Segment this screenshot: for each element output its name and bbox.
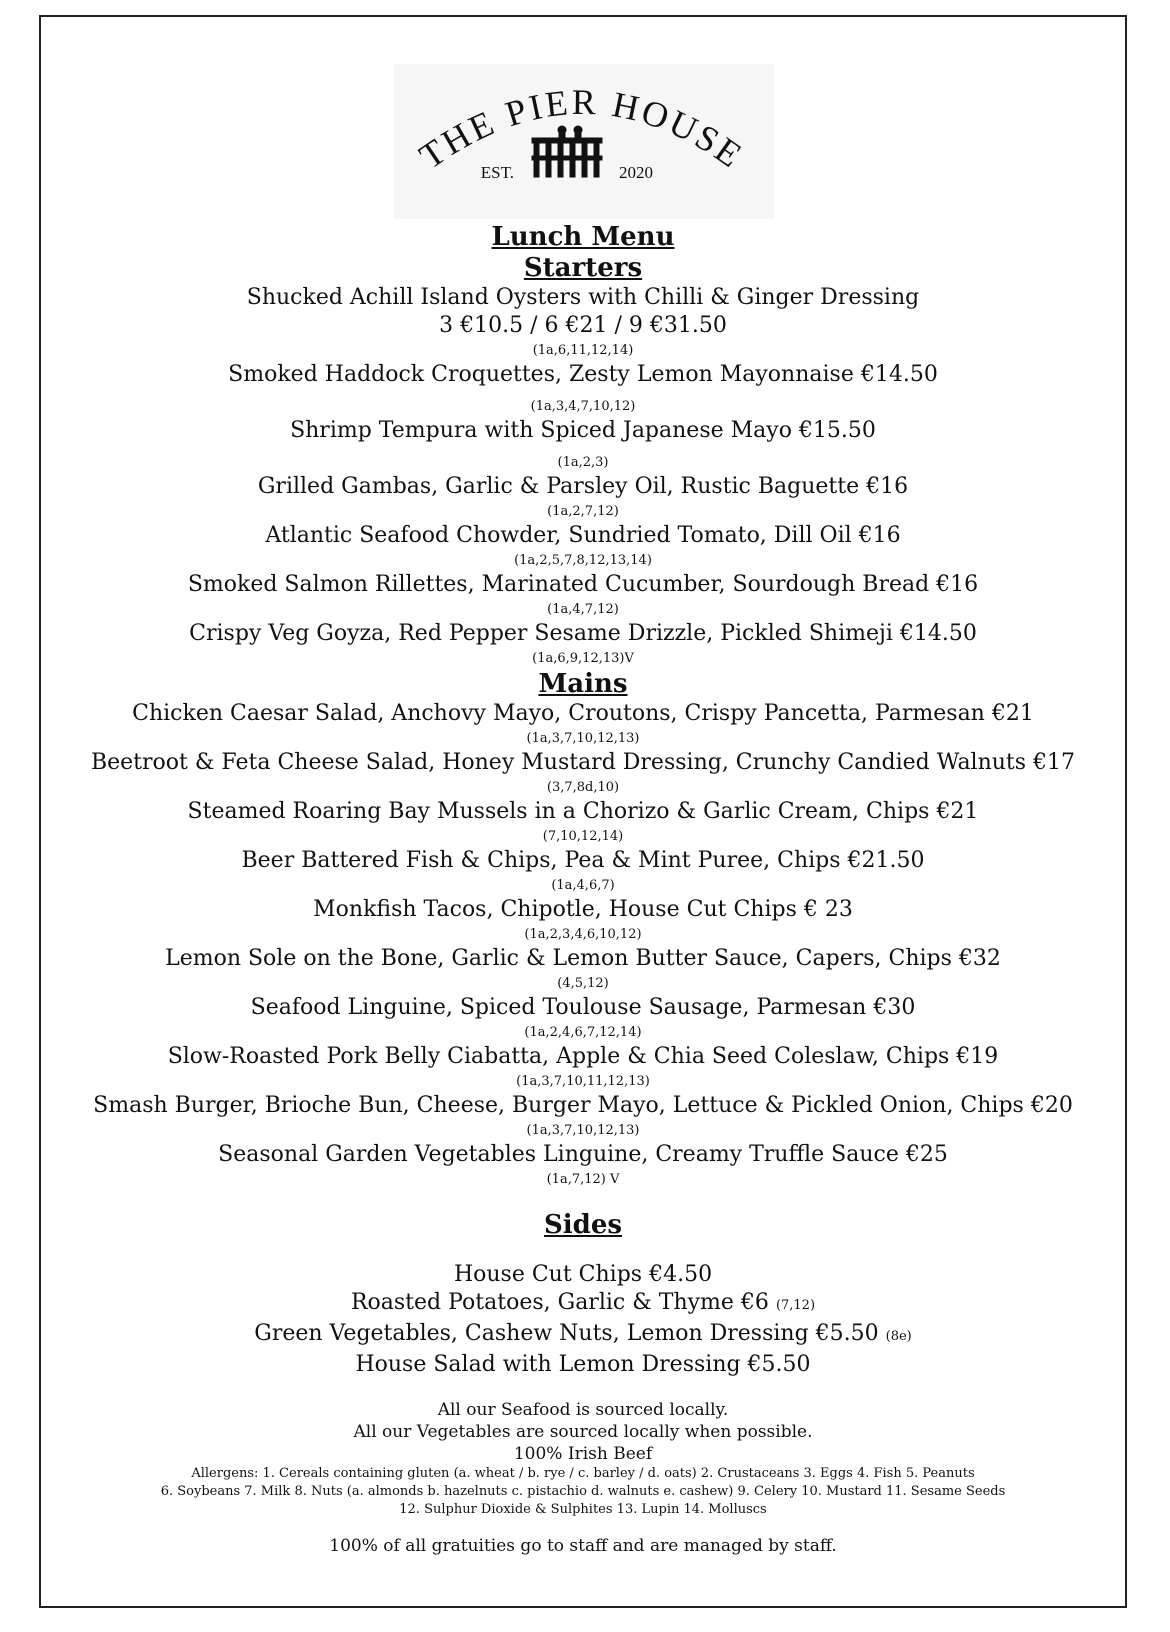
menu-item: Grilled Gambas, Garlic & Parsley Oil, Rustic Baguette €16 <box>257 474 909 499</box>
allergen-codes: (4,5,12) <box>557 976 609 991</box>
menu-item: Crispy Veg Goyza, Red Pepper Sesame Drizzle, Pickled Shimeji €14.50 <box>189 621 977 646</box>
side-item-name: Roasted Potatoes, Garlic & Thyme €6 <box>350 1290 769 1315</box>
menu-item: Slow-Roasted Pork Belly Ciabatta, Apple & Chia Seed Coleslaw, Chips €19 <box>167 1044 999 1069</box>
allergen-codes: (1a,3,7,10,12,13) <box>526 731 640 746</box>
allergen-codes: (1a,3,4,7,10,12) <box>530 399 636 414</box>
gratuity-note: 100% of all gratuities go to staff and are managed by staff. <box>329 1536 837 1556</box>
menu-item: Smash Burger, Brioche Bun, Cheese, Burger Mayo, Lettuce & Pickled Onion, Chips €20 <box>93 1093 1073 1118</box>
allergen-legend: Allergens: 1. Cereals containing gluten (a. wheat / b. rye / c. barley / d. oats) 2. Crustaceans 3. Eggs 4. Fish 5. Peanuts <box>191 1466 975 1481</box>
menu-content <box>39 222 1127 1557</box>
side-item <box>39 1261 1127 1289</box>
allergen-codes: (1a,4,7,12) <box>547 602 619 617</box>
allergen-codes: (1a,6,9,12,13)V <box>532 651 634 666</box>
menu-item: Smoked Haddock Croquettes, Zesty Lemon Mayonnaise €14.50 <box>228 362 938 387</box>
allergen-codes: (1a,2,3) <box>557 455 609 470</box>
allergen-codes: (1a,2,4,6,7,12,14) <box>524 1025 642 1040</box>
side-item-name: Green Vegetables, Cashew Nuts, Lemon Dressing €5.50 <box>254 1321 879 1346</box>
allergen-codes: (8e) <box>885 1329 912 1344</box>
allergen-codes: (3,7,8d,10) <box>546 780 620 795</box>
mains-heading: Mains <box>538 669 628 699</box>
sourcing-note: All our Seafood is sourced locally. <box>437 1400 729 1420</box>
allergen-codes: (7,10,12,14) <box>542 829 624 844</box>
side-item-name: House Cut Chips €4.50 <box>453 1262 713 1287</box>
allergen-codes: (7,12) <box>775 1298 816 1313</box>
logo-year: 2020 <box>619 163 653 182</box>
menu-item-price: 3 €10.5 / 6 €21 / 9 €31.50 <box>439 313 727 338</box>
allergen-codes: (1a,3,7,10,12,13) <box>526 1123 640 1138</box>
menu-item: Chicken Caesar Salad, Anchovy Mayo, Croutons, Crispy Pancetta, Parmesan €21 <box>132 701 1034 726</box>
allergen-codes: (1a,2,5,7,8,12,13,14) <box>514 553 652 568</box>
allergen-codes: (1a,4,6,7) <box>551 878 615 893</box>
starters-heading: Starters <box>523 253 643 283</box>
side-item <box>39 1351 1127 1379</box>
allergen-codes: (1a,7,12) V <box>546 1172 620 1187</box>
allergen-codes: (1a,6,11,12,14) <box>532 343 634 358</box>
allergen-codes: (1a,2,3,4,6,10,12) <box>524 927 642 942</box>
allergen-codes: (1a,3,7,10,11,12,13) <box>516 1074 650 1089</box>
menu-item: Shucked Achill Island Oysters with Chilli & Ginger Dressing <box>246 285 920 310</box>
menu-item: Beetroot & Feta Cheese Salad, Honey Mustard Dressing, Crunchy Candied Walnuts €17 <box>90 750 1076 775</box>
side-item <box>39 1320 1127 1351</box>
side-item <box>39 1289 1127 1320</box>
allergen-codes: (1a,2,7,12) <box>547 504 619 519</box>
sides-heading: Sides <box>543 1210 622 1240</box>
logo-est: EST. <box>480 163 514 182</box>
menu-item: Steamed Roaring Bay Mussels in a Chorizo & Garlic Cream, Chips €21 <box>187 799 979 824</box>
menu-item: Monkfish Tacos, Chipotle, House Cut Chips € 23 <box>313 897 853 922</box>
menu-title: Lunch Menu <box>491 222 675 252</box>
side-item-name: House Salad with Lemon Dressing €5.50 <box>355 1352 811 1377</box>
menu-item: Seasonal Garden Vegetables Linguine, Creamy Truffle Sauce €25 <box>218 1142 948 1167</box>
menu-item: Smoked Salmon Rillettes, Marinated Cucumber, Sourdough Bread €16 <box>187 572 979 597</box>
logo-name: THE PIER HOUSE <box>412 81 752 177</box>
menu-item: Shrimp Tempura with Spiced Japanese Mayo €15.50 <box>290 418 876 443</box>
sourcing-note: 100% Irish Beef <box>513 1444 653 1464</box>
menu-item: Beer Battered Fish & Chips, Pea & Mint Puree, Chips €21.50 <box>241 848 925 873</box>
allergen-legend: 12. Sulphur Dioxide & Sulphites 13. Lupin 14. Molluscs <box>399 1502 767 1517</box>
menu-item: Seafood Linguine, Spiced Toulouse Sausage, Parmesan €30 <box>250 995 916 1020</box>
logo <box>394 64 774 219</box>
logo-graphic <box>394 64 774 219</box>
sourcing-note: All our Vegetables are sourced locally when possible. <box>353 1422 813 1442</box>
allergen-legend: 6. Soybeans 7. Milk 8. Nuts (a. almonds b. hazelnuts c. pistachio d. walnuts e. cashew) 9. Celery 10. Mustard 11. Sesame Seeds <box>160 1484 1006 1499</box>
menu-item: Lemon Sole on the Bone, Garlic & Lemon Butter Sauce, Capers, Chips €32 <box>165 946 1001 971</box>
menu-item: Atlantic Seafood Chowder, Sundried Tomato, Dill Oil €16 <box>265 523 901 548</box>
